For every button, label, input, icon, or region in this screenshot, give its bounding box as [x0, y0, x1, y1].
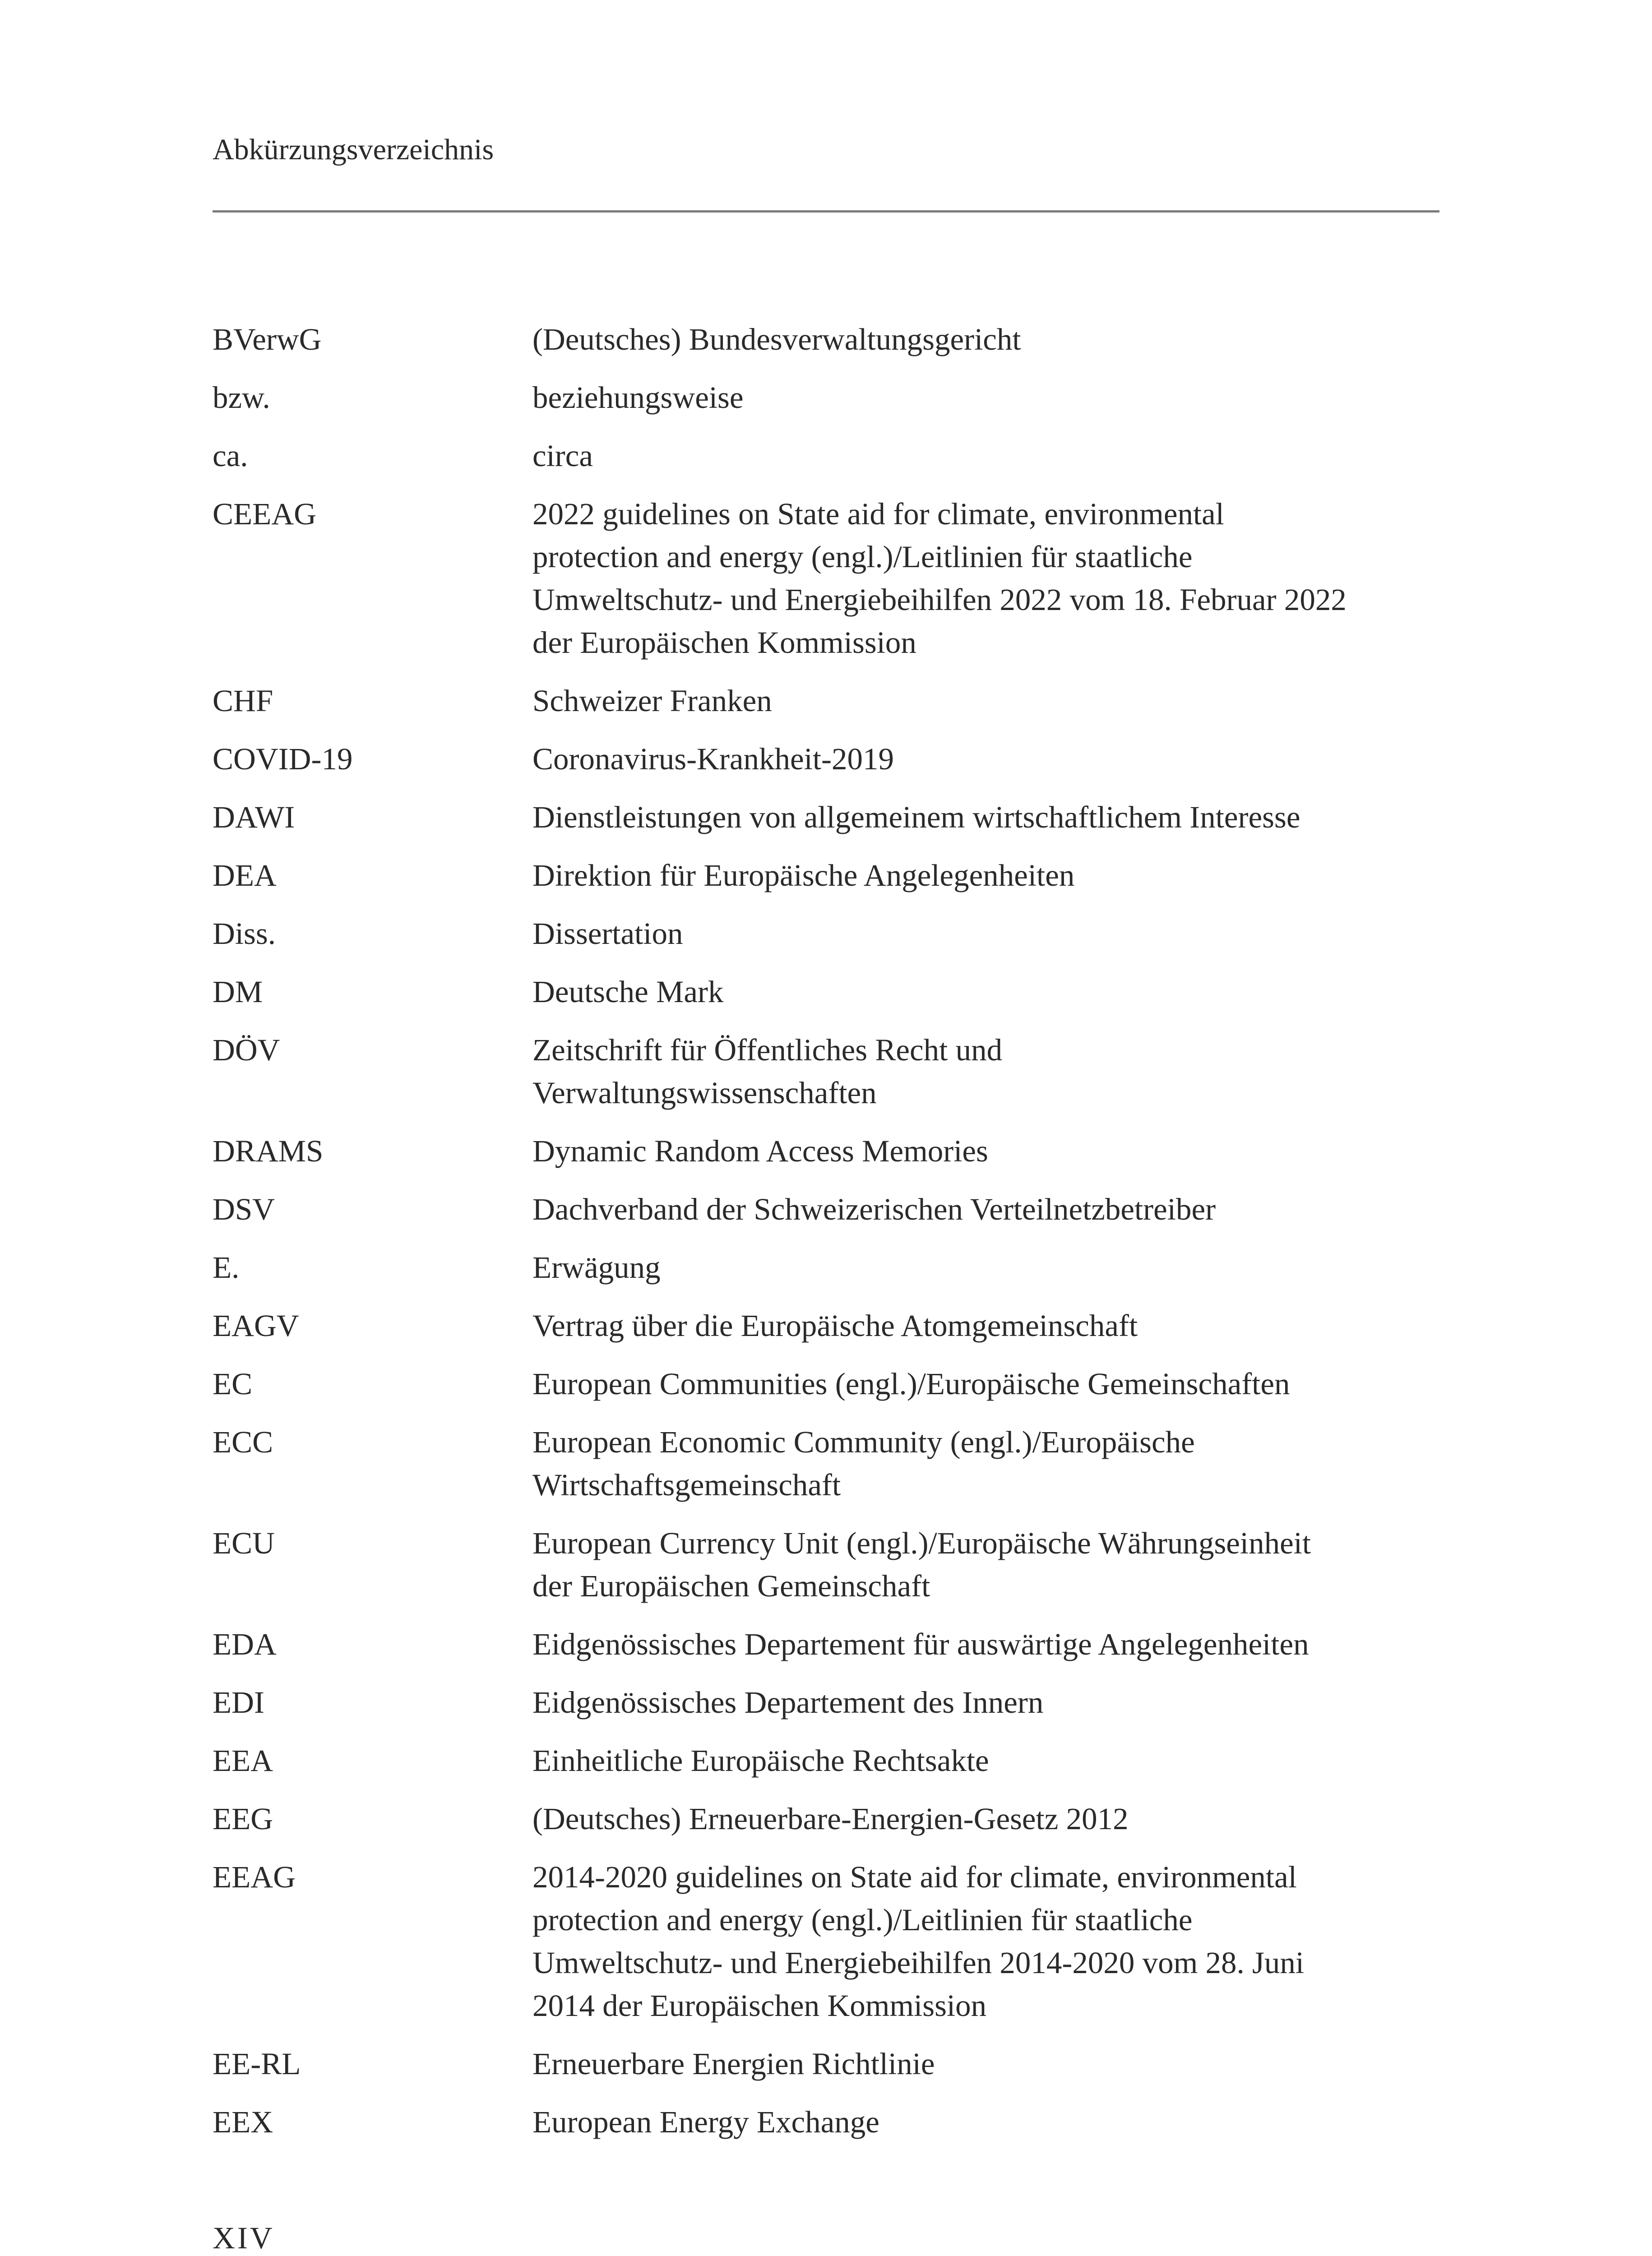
abbreviation-entry: [213, 493, 1439, 664]
abbreviation-term: Diss.: [213, 916, 276, 951]
definition-line: Erwägung: [532, 1250, 661, 1285]
abbreviation-entry: [213, 435, 1439, 477]
definition-line: Umweltschutz- und Energiebeihilfen 2022 vom 18. Februar 2022: [532, 582, 1347, 617]
definition-line: Dachverband der Schweizerischen Verteilnetzbetreiber: [532, 1192, 1216, 1226]
abbreviation-entry: [213, 680, 1439, 722]
abbreviation-definition: [532, 854, 1439, 897]
abbreviation-term: EEA: [213, 1743, 273, 1778]
abbreviation-term: COVID-19: [213, 742, 353, 776]
abbreviation-term: bzw.: [213, 380, 270, 415]
abbreviation-definition: [532, 493, 1439, 664]
abbreviation-definition: [532, 912, 1439, 955]
abbreviation-entry: [213, 1798, 1439, 1840]
definition-line: Erneuerbare Energien Richtlinie: [532, 2047, 935, 2081]
definition-line: protection and energy (engl.)/Leitlinien für staatliche: [532, 540, 1193, 574]
abbreviation-definition: [532, 1363, 1439, 1405]
abbreviation-definition: [532, 2101, 1439, 2144]
abbreviation-term: EEAG: [213, 1860, 296, 1894]
abbreviation-definition: [532, 1681, 1439, 1724]
abbreviation-entry: [213, 1246, 1439, 1289]
abbreviation-definition: [532, 1304, 1439, 1347]
definition-line: der Europäischen Kommission: [532, 625, 916, 660]
abbreviation-list: [213, 318, 1439, 2159]
abbreviation-term: EEX: [213, 2105, 273, 2139]
abbreviation-definition: [532, 1029, 1439, 1114]
abbreviation-entry: [213, 971, 1439, 1013]
abbreviation-term: BVerwG: [213, 322, 322, 356]
abbreviation-term: DÖV: [213, 1033, 280, 1067]
abbreviation-term: DAWI: [213, 800, 295, 834]
abbreviation-entry: [213, 318, 1439, 361]
abbreviation-entry: [213, 1304, 1439, 1347]
definition-line: der Europäischen Gemeinschaft: [532, 1569, 930, 1603]
definition-line: Zeitschrift für Öffentliches Recht und: [532, 1033, 1003, 1067]
definition-line: European Communities (engl.)/Europäische Gemeinschaften: [532, 1367, 1290, 1401]
abbreviation-term: EDA: [213, 1627, 277, 1661]
definition-line: 2014-2020 guidelines on State aid for climate, environmental: [532, 1860, 1297, 1894]
abbreviation-term: EAGV: [213, 1308, 299, 1343]
abbreviation-term: EDI: [213, 1685, 264, 1720]
definition-line: European Economic Community (engl.)/Europäische: [532, 1425, 1195, 1459]
abbreviation-entry: [213, 796, 1439, 839]
definition-line: (Deutsches) Erneuerbare-Energien-Gesetz 2012: [532, 1802, 1129, 1836]
definition-line: Eidgenössisches Departement für auswärtige Angelegenheiten: [532, 1627, 1309, 1661]
abbreviation-entry: [213, 1623, 1439, 1666]
abbreviation-definition: [532, 2043, 1439, 2085]
abbreviation-definition: [532, 1798, 1439, 1840]
abbreviation-entry: [213, 1130, 1439, 1173]
abbreviation-definition: [532, 318, 1439, 361]
definition-line: (Deutsches) Bundesverwaltungsgericht: [532, 322, 1021, 356]
abbreviation-entry: [213, 1739, 1439, 1782]
abbreviation-entry: [213, 376, 1439, 419]
definition-line: protection and energy (engl.)/Leitlinien für staatliche: [532, 1903, 1193, 1937]
abbreviation-term: EC: [213, 1367, 253, 1401]
abbreviation-definition: [532, 435, 1439, 477]
definition-line: Umweltschutz- und Energiebeihilfen 2014-2020 vom 28. Juni: [532, 1946, 1305, 1980]
abbreviation-definition: [532, 1246, 1439, 1289]
definition-line: Einheitliche Europäische Rechtsakte: [532, 1743, 989, 1778]
abbreviation-definition: [532, 971, 1439, 1013]
definition-line: Wirtschaftsgemeinschaft: [532, 1468, 841, 1502]
abbreviation-entry: [213, 738, 1439, 781]
abbreviation-term: ECC: [213, 1425, 273, 1459]
abbreviation-entry: [213, 1681, 1439, 1724]
definition-line: 2014 der Europäischen Kommission: [532, 1988, 987, 2023]
definition-line: Deutsche Mark: [532, 975, 724, 1009]
definition-line: Direktion für Europäische Angelegenheiten: [532, 858, 1075, 892]
definition-line: Coronavirus-Krankheit-2019: [532, 742, 894, 776]
definition-line: 2022 guidelines on State aid for climate, environmental: [532, 497, 1224, 531]
abbreviation-term: EEG: [213, 1802, 273, 1836]
abbreviation-term: DRAMS: [213, 1134, 324, 1168]
definition-line: Vertrag über die Europäische Atomgemeinschaft: [532, 1308, 1138, 1343]
definition-line: European Energy Exchange: [532, 2105, 879, 2139]
abbreviation-term: DM: [213, 975, 263, 1009]
definition-line: Schweizer Franken: [532, 684, 772, 718]
abbreviation-entry: [213, 1363, 1439, 1405]
running-head: Abkürzungsverzeichnis: [213, 133, 494, 166]
abbreviation-term: E.: [213, 1250, 240, 1285]
abbreviation-entry: [213, 912, 1439, 955]
header-rule: [213, 210, 1439, 213]
abbreviation-definition: [532, 796, 1439, 839]
abbreviation-entry: [213, 1188, 1439, 1231]
definition-line: circa: [532, 439, 593, 473]
abbreviation-entry: [213, 2101, 1439, 2144]
abbreviation-definition: [532, 376, 1439, 419]
definition-line: Dissertation: [532, 916, 683, 951]
abbreviation-term: ECU: [213, 1526, 275, 1560]
abbreviation-definition: [532, 1623, 1439, 1666]
abbreviation-definition: [532, 1856, 1439, 2027]
definition-line: Dynamic Random Access Memories: [532, 1134, 988, 1168]
abbreviation-entry: [213, 854, 1439, 897]
abbreviation-entry: [213, 2043, 1439, 2085]
abbreviation-definition: [532, 1130, 1439, 1173]
abbreviation-entry: [213, 1029, 1439, 1114]
abbreviation-definition: [532, 680, 1439, 722]
abbreviation-term: CEEAG: [213, 497, 316, 531]
abbreviation-entry: [213, 1421, 1439, 1507]
abbreviation-definition: [532, 1522, 1439, 1608]
abbreviation-term: ca.: [213, 439, 248, 473]
abbreviation-definition: [532, 738, 1439, 781]
abbreviation-term: DEA: [213, 858, 277, 892]
abbreviation-term: EE-RL: [213, 2047, 301, 2081]
abbreviation-definition: [532, 1188, 1439, 1231]
abbreviation-entry: [213, 1522, 1439, 1608]
abbreviation-term: DSV: [213, 1192, 275, 1226]
abbreviation-term: CHF: [213, 684, 273, 718]
definition-line: Dienstleistungen von allgemeinem wirtschaftlichem Interesse: [532, 800, 1300, 834]
abbreviation-entry: [213, 1856, 1439, 2027]
definition-line: Eidgenössisches Departement des Innern: [532, 1685, 1044, 1720]
definition-line: beziehungsweise: [532, 380, 744, 415]
definition-line: Verwaltungswissenschaften: [532, 1076, 877, 1110]
page-number: XIV: [213, 2221, 275, 2255]
definition-line: European Currency Unit (engl.)/Europäische Währungseinheit: [532, 1526, 1311, 1560]
abbreviation-definition: [532, 1739, 1439, 1782]
abbreviation-definition: [532, 1421, 1439, 1507]
